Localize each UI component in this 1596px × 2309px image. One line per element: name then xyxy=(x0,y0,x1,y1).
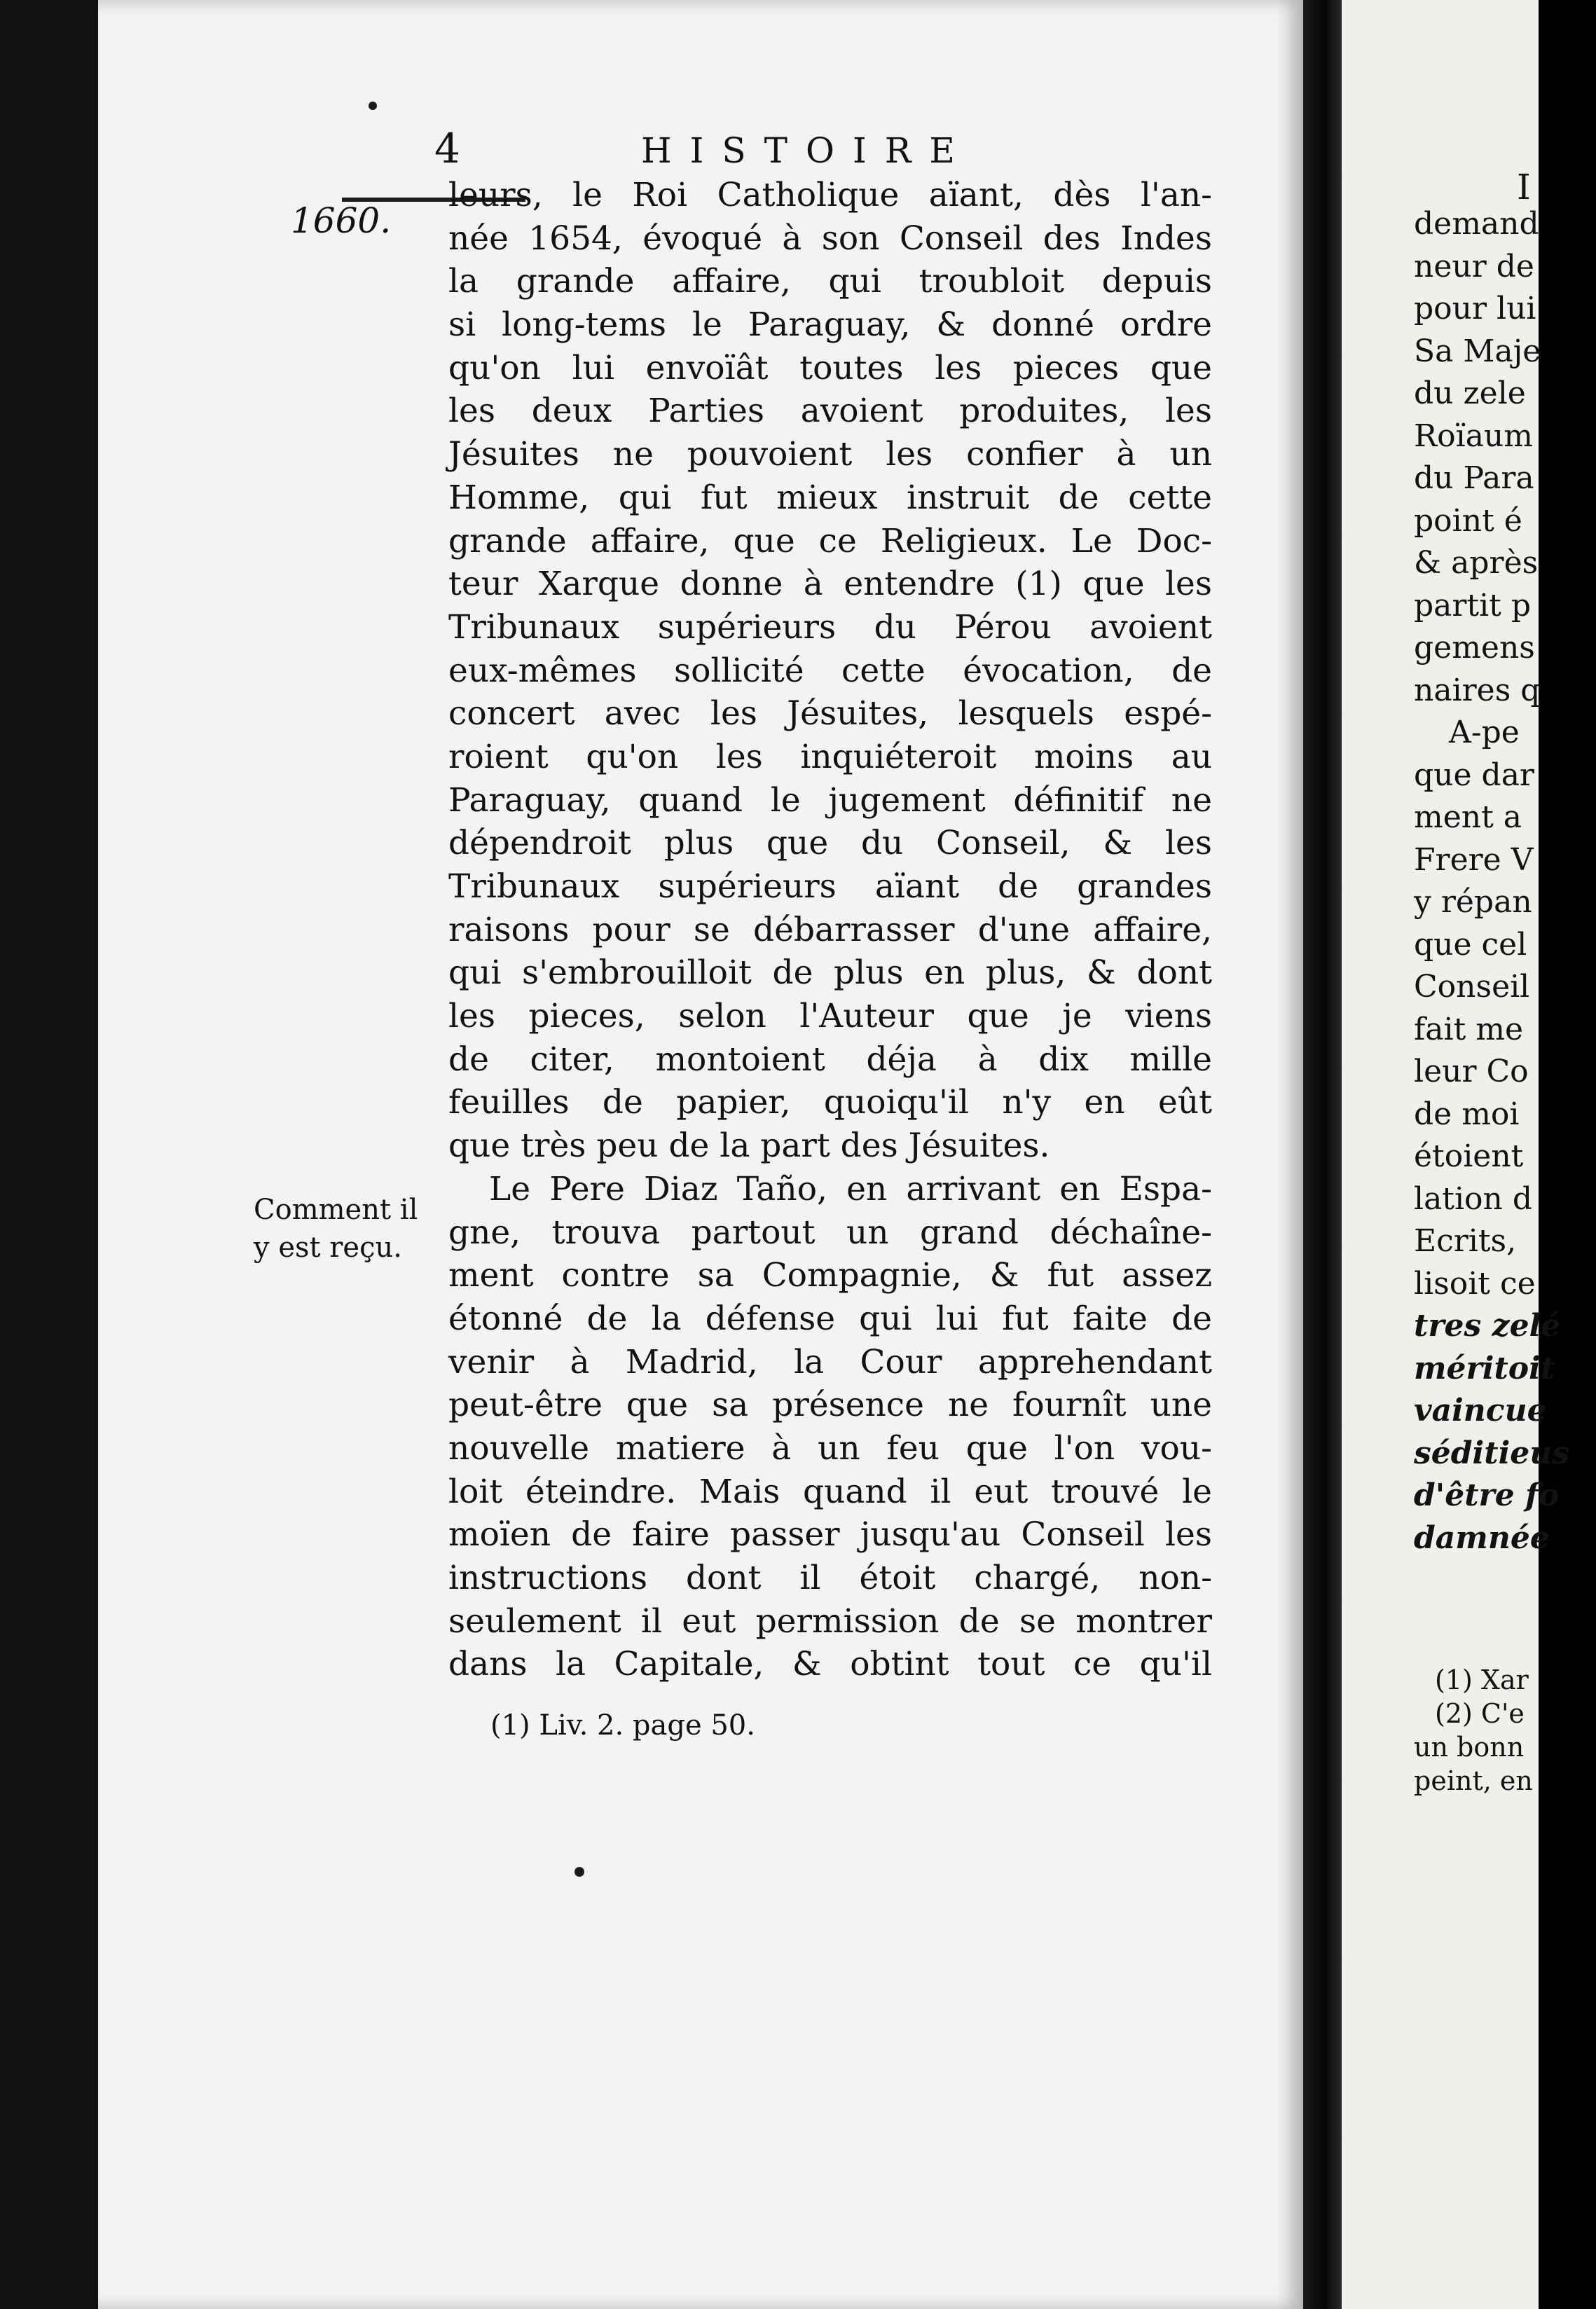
facing-text-line: Sa Maje xyxy=(1414,333,1541,369)
facing-text-line: gemens xyxy=(1414,630,1535,666)
text-line: si long-tems le Paraguay, & donné ordre xyxy=(448,305,1212,345)
text-line: les deux Parties avoient produites, les xyxy=(448,392,1212,431)
facing-text-line: pour lui xyxy=(1414,291,1536,326)
text-line: Paraguay, quand le jugement définitif ne xyxy=(448,780,1212,820)
facing-footnote-line: un bonn xyxy=(1414,1732,1525,1763)
text-line: nouvelle matiere à un feu que l'on vou- xyxy=(448,1428,1212,1468)
facing-text-line: Frere V xyxy=(1414,841,1534,878)
text-line: Le Pere Diaz Taño, en arrivant en Espa- xyxy=(489,1169,1212,1208)
text-line: la grande affaire, qui troubloit depuis xyxy=(448,262,1212,301)
text-line: peut-être que sa présence ne fournît une xyxy=(448,1386,1212,1425)
facing-text-line: Conseil xyxy=(1414,969,1530,1005)
text-line: de citer, montoient déja à dix mille xyxy=(448,1040,1212,1079)
text-line: dépendroit plus que du Conseil, & les xyxy=(448,824,1212,863)
facing-text-line: séditieus xyxy=(1414,1435,1570,1471)
facing-text-line: neur de xyxy=(1414,248,1534,284)
facing-text-line: demand xyxy=(1414,206,1539,242)
text-line: Jésuites ne pouvoient les confier à un xyxy=(448,435,1212,474)
text-line: dans la Capitale, & obtint tout ce qu'il xyxy=(448,1645,1212,1684)
facing-text-line: lisoit ce xyxy=(1414,1265,1536,1302)
facing-text-line: y répan xyxy=(1414,884,1532,920)
facing-footnote-line: (2) C'e xyxy=(1435,1698,1525,1729)
facing-text-line: Ecrits, xyxy=(1414,1223,1517,1259)
scan-edge-left xyxy=(0,0,98,2309)
facing-text-line: étoient xyxy=(1414,1138,1524,1174)
text-line: leurs, le Roi Catholique aïant, dès l'an- xyxy=(448,176,1212,214)
footnote: (1) Liv. 2. page 50. xyxy=(490,1709,755,1742)
facing-text-line: ment a xyxy=(1414,799,1522,835)
text-line: ment contre sa Compagnie, & fut assez xyxy=(448,1256,1212,1295)
text-line: eux-mêmes sollicité cette évocation, de xyxy=(448,651,1212,690)
facing-footnote-line: (1) Xar xyxy=(1435,1664,1529,1695)
facing-text-line: point é xyxy=(1414,502,1522,539)
facing-footnote-line: peint, en xyxy=(1414,1765,1533,1796)
facing-text-line: fait me xyxy=(1414,1011,1524,1047)
facing-page-number: I xyxy=(1517,167,1531,207)
text-line: teur Xarque donne à entendre (1) que les xyxy=(448,565,1212,604)
facing-text-line: leur Co xyxy=(1414,1054,1529,1089)
facing-text-line: Roïaum xyxy=(1414,418,1533,454)
facing-text-line: de moi xyxy=(1414,1096,1520,1132)
text-line: gne, trouva partout un grand déchaîne- xyxy=(448,1213,1212,1252)
book-page-right xyxy=(1342,0,1570,2309)
facing-text-line: & après xyxy=(1414,545,1539,581)
text-line: feuilles de papier, quoiqu'il n'y en eût xyxy=(448,1083,1212,1122)
marginal-note-line: Comment il xyxy=(254,1194,418,1226)
text-line: que très peu de la part des Jésuites. xyxy=(448,1126,1050,1166)
ink-speck xyxy=(369,102,377,110)
text-line: Tribunaux supérieurs du Pérou avoient xyxy=(448,607,1212,647)
text-line: venir à Madrid, la Cour apprehendant xyxy=(448,1342,1212,1381)
facing-page-footnotes xyxy=(1414,1663,1596,1798)
text-line: concert avec les Jésuites, lesquels espé- xyxy=(448,694,1212,733)
page-number: 4 xyxy=(434,125,460,172)
facing-text-line: du zele xyxy=(1414,375,1526,411)
facing-page-text xyxy=(1414,203,1596,1559)
facing-text-line: vaincue xyxy=(1414,1393,1547,1428)
text-line: qui s'embrouilloit de plus en plus, & dont xyxy=(448,953,1212,993)
facing-text-line: tres zelé xyxy=(1414,1308,1561,1344)
facing-text-line: damnée xyxy=(1414,1519,1550,1556)
facing-text-line: partit p xyxy=(1414,587,1532,623)
body-text xyxy=(448,174,1212,1686)
ink-speck xyxy=(575,1867,584,1877)
facing-text-line: d'être fo xyxy=(1414,1477,1560,1513)
text-line: moïen de faire passer jusqu'au Conseil les xyxy=(448,1515,1212,1555)
text-line: née 1654, évoqué à son Conseil des Indes xyxy=(448,219,1212,258)
book-gutter xyxy=(1303,0,1342,2309)
text-line: Homme, qui fut mieux instruit de cette xyxy=(448,478,1212,517)
text-line: loit éteindre. Mais quand il eut trouvé le xyxy=(448,1472,1212,1511)
text-line: étonné de la défense qui lui fut faite de xyxy=(448,1299,1212,1338)
text-line: Tribunaux supérieurs aïant de grandes xyxy=(448,867,1212,906)
facing-text-line: que dar xyxy=(1414,757,1534,793)
text-line: roient qu'on les inquiéteroit moins au xyxy=(448,737,1212,776)
text-line: instructions dont il étoit chargé, non- xyxy=(448,1559,1212,1597)
facing-text-line: que cel xyxy=(1414,926,1527,963)
text-line: grande affaire, que ce Religieux. Le Doc- xyxy=(448,521,1212,560)
text-line: les pieces, selon l'Auteur que je viens xyxy=(448,997,1212,1036)
facing-text-line: du Para xyxy=(1414,460,1534,496)
text-line: seulement il eut permission de se montrer xyxy=(448,1601,1212,1641)
facing-text-line: A-pe xyxy=(1449,715,1520,750)
running-head-title: HISTOIRE xyxy=(641,130,973,171)
facing-text-line: naires q xyxy=(1414,672,1541,708)
margin-year: 1660. xyxy=(291,200,392,241)
marginal-note xyxy=(254,1191,418,1267)
text-line: raisons pour se débarrasser d'une affaire, xyxy=(448,910,1212,949)
marginal-note-line: y est reçu. xyxy=(254,1232,402,1264)
facing-text-line: méritoit xyxy=(1414,1350,1555,1386)
facing-text-line: lation d xyxy=(1414,1180,1533,1217)
text-line: qu'on lui envoïât toutes les pieces que xyxy=(448,348,1212,387)
